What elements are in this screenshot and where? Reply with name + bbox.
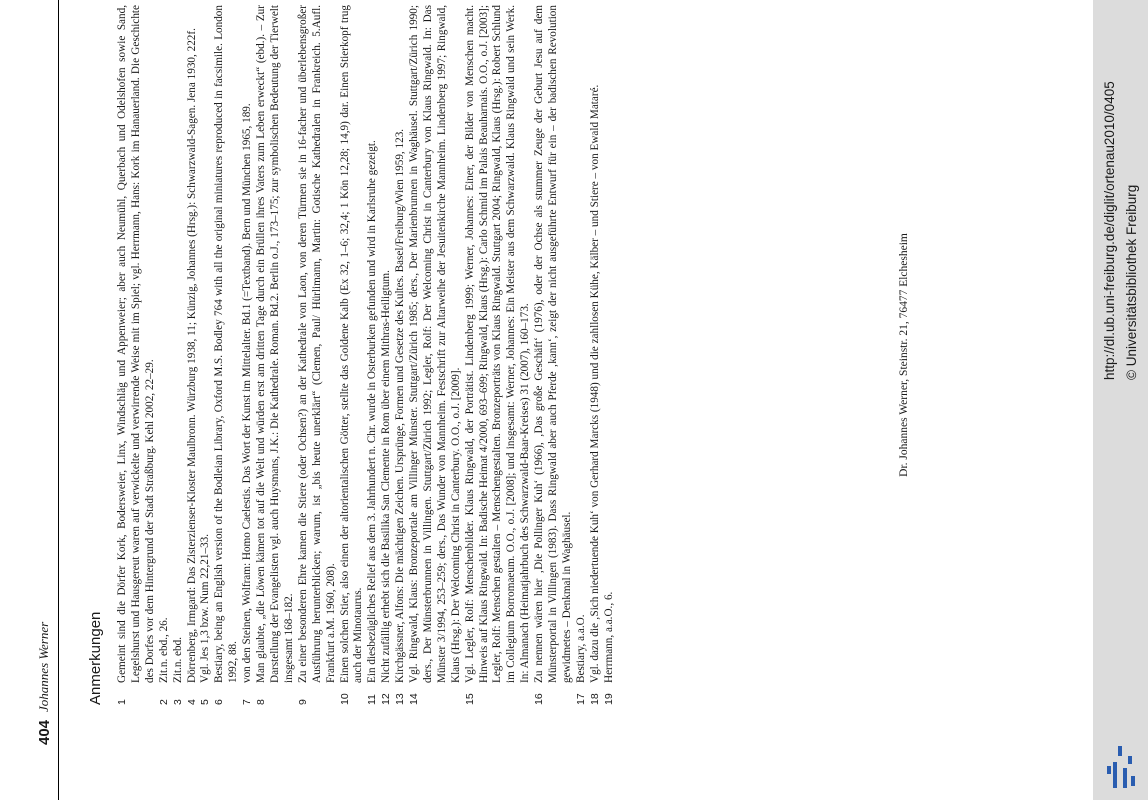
- endnote-text: Zu nennen wären hier ‚Die Pollinger Kuh‘ (1966), ‚Das große Geschäft‘ (1976), oder der Ochse als stummer Zeuge der Geburt Jesu auf dem Münsterportal in Villingen (1983). Dass Ringwald aber auch Pferde ‚kann‘, zeigt der nicht ausgeführte Entwurf für ein – der badischen Revolution gewidmetes – Denkmal in Waghäusel.: [533, 5, 573, 683]
- endnote-number: 15: [463, 693, 476, 705]
- endnote-item: [172, 5, 186, 705]
- running-head: [30, 0, 58, 800]
- endnote-item: [603, 5, 617, 705]
- page-number: 404: [35, 719, 53, 745]
- running-head-author: Johannes Werner: [36, 621, 51, 712]
- page-content: [86, 5, 956, 705]
- endnote-number: 5: [199, 699, 212, 705]
- endnote-text: Ein diesbezügliches Relief aus dem 3. Jahrhundert n. Chr. wurde in Osterburken gefunden und wird in Karlsruhe gezeigt.: [366, 140, 379, 683]
- endnote-number: 18: [588, 693, 601, 705]
- endnote-number: 17: [574, 693, 587, 705]
- endnote-text: Nicht zufällig erhebt sich die Basilika San Clemente in Rom über einem Mithras-Heiligtum.: [380, 270, 393, 683]
- endnote-item: [464, 5, 534, 705]
- endnote-text: Zit.n. ebd., 26.: [157, 617, 170, 683]
- ub-freiburg-logo-icon: [1101, 742, 1141, 792]
- endnotes-list: [116, 5, 617, 705]
- endnote-number: 16: [533, 693, 546, 705]
- endnote-text: Vgl. Legler, Rolf: Menschenbilder. Klaus Ringwald, der Porträtist. Lindenberg 1999; Werner, Johannes: Einer, der Bilder von Menschen macht. Hinweis auf Klaus Ringwald. In: Badische Heimat 4/2000, 693–699; Ringwald, Klaus (Hrsg.): Carlo Schmid im Palais Beauharnais. O.O., o.J. [2003]; Legler, Rolf: Menschen gestalten – Menschengestalten. Bronzeporträts von Klaus Ringwald. Stuttgart 2004; Ringwald, Klaus (Hrsg.): Robert Schlund im Collegium Borromaeum. O.O., o.J. [2008]; und insgesamt: Werner, Johannes: Ein Meister aus dem Schwarzwald. Klaus Ringwald und sein Werk. In: Almanach (Heimatjahrbuch des Schwarzwald-Baar-Kreises) 31 (2007), 160–173.: [463, 5, 532, 683]
- endnote-text: Bestiary, being an English version of the Bodleian Library, Oxford M.S. Bodley 764 with all the original miniatures reproduced in facsimile. London 1992, 88.: [213, 5, 240, 683]
- endnote-item: [158, 5, 172, 705]
- endnote-text: Gemeint sind die Dörfer Kork, Bodersweier, Linx, Windschläg und Appenweier; aber auch Neumühl, Querbach und Odelshofen sowie Sand, Legelshurst und Hausgereut waren auf verwickelte und verwirrende Weise mit im Spiel; vgl. Herrmann, Hans: Kork im Hanauerland. Die Geschichte des Dorfes vor dem Hintergrund der Stadt Straßburg. Kehl 2002, 22–29.: [116, 5, 156, 683]
- endnote-item: [186, 5, 200, 705]
- endnote-text: von den Steinen, Wolfram: Homo Caelestis. Das Wort der Kunst im Mittelalter. Bd.1 (=Textband). Bern und München 1965, 189.: [241, 103, 254, 683]
- endnote-text: Man glaubte, „die Löwen kämen tot auf die Welt und würden erst am dritten Tage durch ein Brüllen ihres Vaters zum Leben erweckt“ (ebd.). – Zur Darstellung der Evangelisten vgl. auch Huysmans, J.K.: Die Kathedrale. Roman. Bd.2. Berlin o.J., 173–175; zur symbolischen Bedeutung der Tierwelt insgesamt 168–182.: [255, 5, 295, 683]
- library-copyright: © Universitätsbibliothek Freiburg: [1124, 184, 1139, 380]
- endnote-item: [199, 5, 213, 705]
- endnote-number: 9: [296, 699, 309, 705]
- endnote-text: Herrmann, a.a.O., 6.: [602, 591, 615, 683]
- endnote-item: [339, 5, 367, 705]
- endnote-item: [366, 5, 380, 705]
- endnote-number: 10: [338, 693, 351, 705]
- endnote-text: Einen solchen Stier, also einen der altorientalischen Götter, stellte das Goldene Kalb (Ex 32, 1–6; 32,4; 1 Kön 12,28; 14,9) dar. Einen Stierkopf trug auch der Minotaurus.: [338, 5, 365, 683]
- endnote-number: 3: [171, 699, 184, 705]
- endnote-text: Zit.n. ebd.: [171, 637, 184, 683]
- endnote-number: 6: [213, 699, 226, 705]
- endnote-number: 19: [602, 693, 615, 705]
- endnote-item: [380, 5, 394, 705]
- endnote-number: 8: [255, 699, 268, 705]
- endnote-item: [213, 5, 241, 705]
- endnote-item: [255, 5, 297, 705]
- endnote-item: [575, 5, 589, 705]
- endnote-number: 1: [116, 699, 128, 705]
- endnote-number: 13: [394, 693, 407, 705]
- library-url-link[interactable]: http://dl.ub.uni-freiburg.de/diglit/ortenau2010/0405: [1102, 81, 1117, 380]
- endnote-item: [589, 5, 603, 705]
- endnote-item: [533, 5, 575, 705]
- notes-heading: Anmerkungen: [87, 611, 104, 705]
- endnote-text: Bestiary, a.a.O.: [574, 614, 587, 683]
- endnote-text: Zu einer besonderen Ehre kamen die Stiere (oder Ochsen?) an der Kathedrale von Laon, von deren Türmen sie in 16-facher und überlebensgroßer Ausführung herunterblicken; warum, ist „bis heute unerklärt“ (Clemen, Paul/ Hürlimann, Martin: Gotische Kathedralen in Frankreich. 5.Aufl. Frankfurt a.M. 1960, 208).: [296, 5, 337, 683]
- endnote-text: Dörrenberg, Irmgard: Das Zisterzienser-Kloster Maulbronn. Würzburg 1938, 11; Künzig, Johannes (Hrsg.): Schwarzwald-Sagen. Jena 1930, 222f.: [185, 28, 198, 683]
- endnote-number: 11: [366, 694, 379, 705]
- library-band: [1093, 0, 1148, 800]
- endnote-number: 4: [185, 699, 198, 705]
- endnote-number: 7: [241, 699, 254, 705]
- header-rule: [58, 0, 59, 800]
- author-address: Dr. Johannes Werner, Steinstr. 21, 76477 Elchesheim: [898, 233, 910, 477]
- endnote-text: Vgl. Ringwald, Klaus: Bronzeportale am Villinger Münster. Stuttgart/Zürich 1985; ders., Der Marienbrunnen in Waghäusel. Stuttgart/Zürich 1990; ders., Der Münsterbrunnen in Villingen. Stuttgart/Zürich 1992; Legler, Rolf: Der Welcoming Christ in Canterbury von Klaus Ringwald. In: Das Münster 3/1994, 253–259; ders., Das Wunder von Mannheim. Festschrift zur Altarweihe der Jesuitenkirche Mannheim. Lindenberg 1997; Ringwald, Klaus (Hrsg.): Der Welcoming Christ in Canterbury. O.O., o.J. [2009].: [408, 5, 462, 683]
- endnote-item: [241, 5, 255, 705]
- endnote-number: 14: [408, 693, 421, 705]
- endnote-item: [297, 5, 339, 705]
- endnote-text: Vgl. Jes 1,3 bzw. Num 22,21–33.: [199, 533, 212, 683]
- endnote-number: 2: [157, 699, 170, 705]
- endnote-text: Vgl. dazu die ‚Sich niedertuende Kuh‘ von Gerhard Marcks (1948) und die zahllosen Kühe, Kälber – und Stiere – von Ewald Mataré.: [588, 84, 601, 683]
- endnote-item: [394, 5, 408, 705]
- endnote-item: [408, 5, 464, 705]
- endnote-text: Kirchgässner, Alfons: Die mächtigen Zeichen. Ursprünge, Formen und Gesetze des Kultes. Basel/Freiburg/Wien 1959, 123.: [394, 128, 407, 683]
- endnote-number: 12: [380, 693, 393, 705]
- endnote-item: [116, 5, 158, 705]
